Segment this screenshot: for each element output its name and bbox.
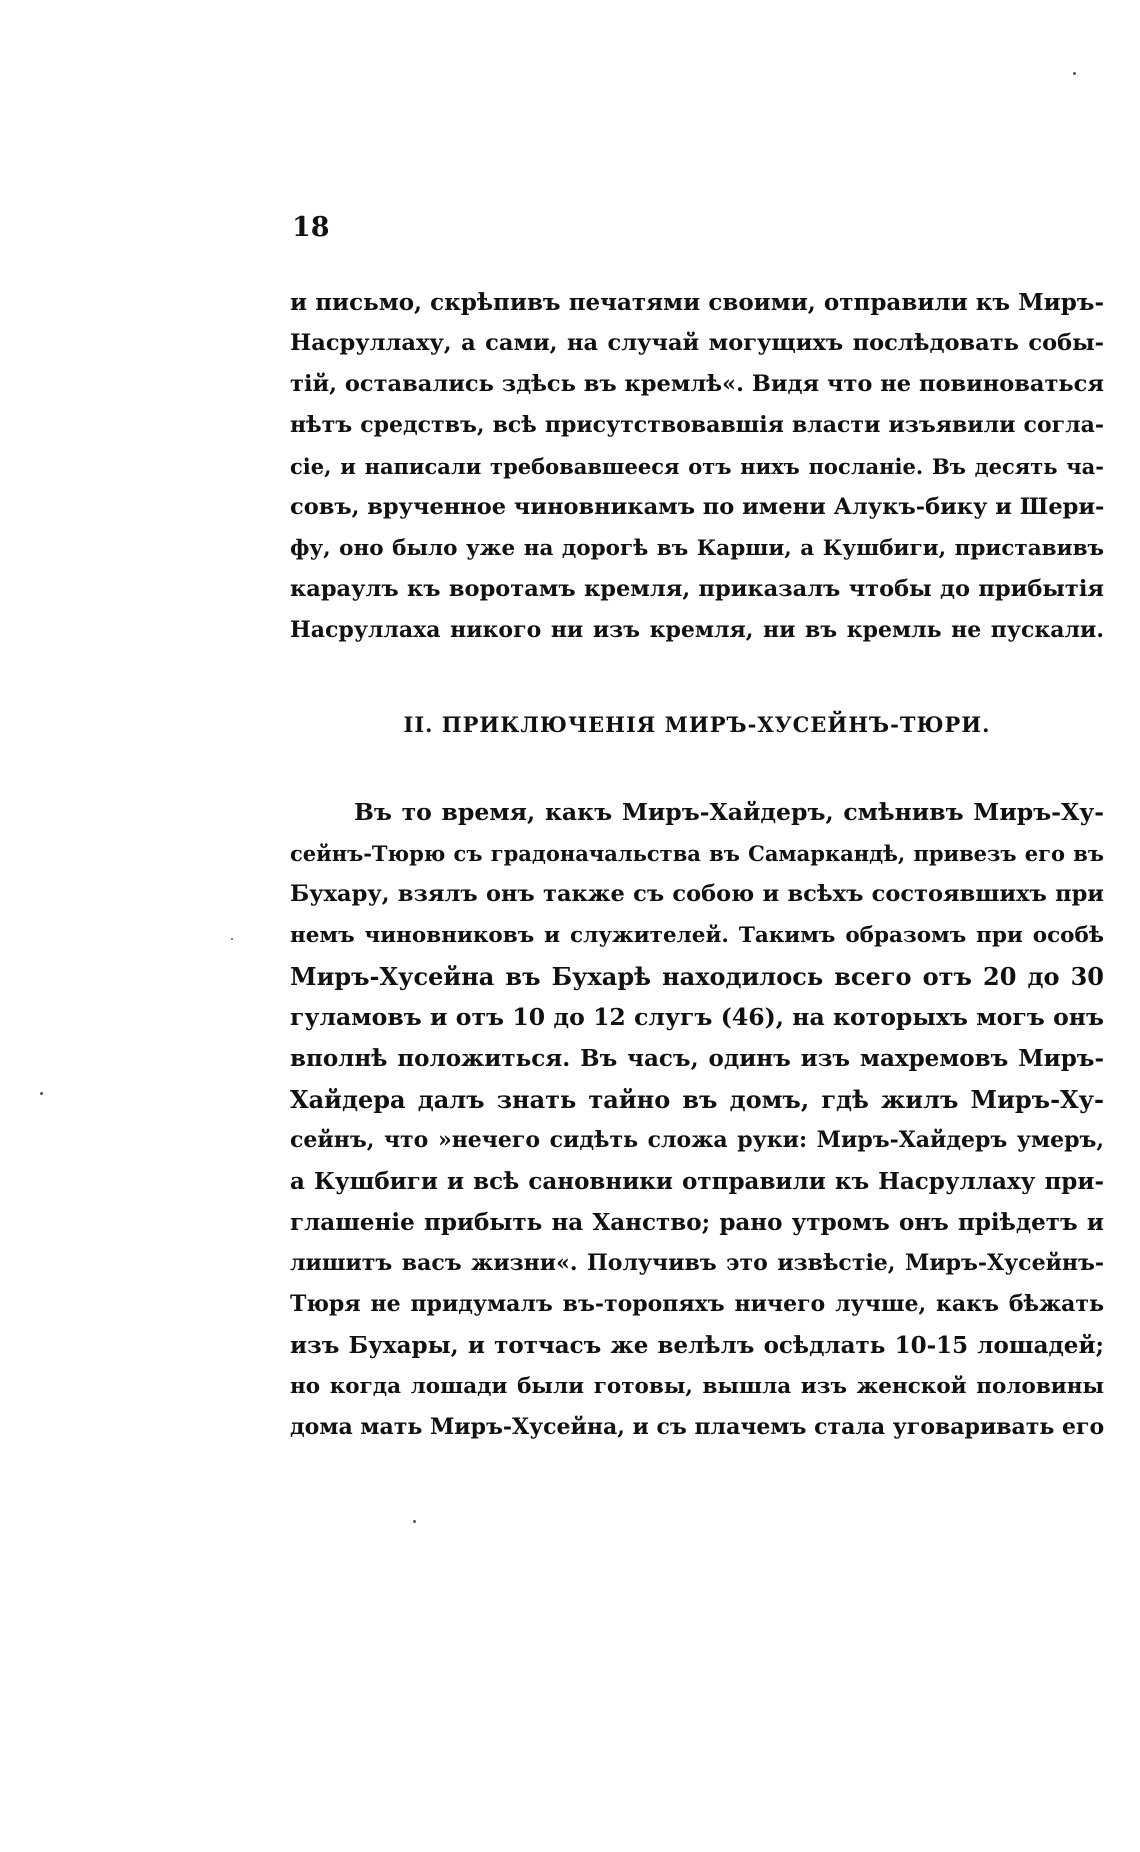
text-line: и письмо, скрѣпивъ печатями своими, отправили къ Миръ- [290,289,1104,316]
text-line: немъ чиновниковъ и служителей. Такимъ образомъ при особѣ [290,923,1104,948]
text-line: вполнѣ положиться. Въ часъ, одинъ изъ махремовъ Миръ- [290,1045,1104,1072]
text-line: гуламовъ и отъ 10 до 12 слугъ (46), на которыхъ могъ онъ [290,1003,1104,1031]
scan-speck [413,1520,416,1523]
scan-speck [1073,72,1076,75]
text-line: Миръ-Хусейна въ Бухарѣ находилось всего отъ 20 до 30 [290,962,1104,991]
text-line: фу, оно было уже на дорогѣ въ Карши, а Кушбиги, приставивъ [290,536,1104,561]
text-line: сейнъ-Тюрю съ градоначальства въ Самаркандѣ, привезъ его въ [290,841,1104,866]
text-line: сейнъ, что »нечего сидѣть сложа руки: Миръ-Хайдеръ умеръ, [290,1127,1104,1153]
text-line: изъ Бухары, и тотчасъ же велѣлъ осѣдлать 10-15 лошадей; [290,1332,1104,1359]
text-line: Въ то время, какъ Миръ-Хайдеръ, смѣнивъ Миръ-Ху- [354,798,1104,826]
text-line: Хайдера далъ знать тайно въ домъ, гдѣ жилъ Миръ-Ху- [290,1085,1104,1114]
section-heading: II. ПРИКЛЮЧЕНІЯ МИРЪ-ХУСЕЙНЪ-ТЮРИ. [403,712,991,737]
paragraph-1 [290,282,1104,651]
text-line: Насруллаху, а сами, на случай могущихъ послѣдовать собы- [290,330,1104,356]
scan-speck [231,938,233,940]
text-line: Бухару, взялъ онъ также съ собою и всѣхъ состоявшихъ при [290,881,1104,907]
text-line: глашеніе прибыть на Ханство; рано утромъ онъ пріѣдетъ и [290,1209,1104,1236]
text-line: но когда лошади были готовы, вышла изъ женской половины [290,1374,1104,1399]
text-line: тій, оставались здѣсь въ кремлѣ«. Видя что не повиноваться [290,371,1104,397]
text-line: Насруллаха никого ни изъ кремля, ни въ кремль не пускали. [290,617,1104,643]
text-line: лишитъ васъ жизни«. Получивъ это извѣстіе, Миръ-Хусейнъ- [290,1250,1104,1276]
text-line: совъ, врученное чиновникамъ по имени Алукъ-бику и Шери- [290,494,1104,520]
text-line: сіе, и написали требовавшееся отъ нихъ посланіе. Въ десять ча- [290,454,1104,479]
text-line: нѣтъ средствъ, всѣ присутствовавшія власти изъявили согла- [290,412,1104,438]
paragraph-2 [290,792,1104,1448]
page-number: 18 [292,212,330,243]
text-line: дома мать Миръ-Хусейна, и съ плачемъ стала уговаривать его [290,1414,1104,1440]
text-line: Тюря не придумалъ въ-торопяхъ ничего лучше, какъ бѣжать [290,1291,1104,1317]
text-line: караулъ къ воротамъ кремля, приказалъ чтобы до прибытія [290,576,1104,602]
text-line: а Кушбиги и всѣ сановники отправили къ Насруллаху при- [290,1168,1104,1195]
scan-speck [40,1092,43,1095]
